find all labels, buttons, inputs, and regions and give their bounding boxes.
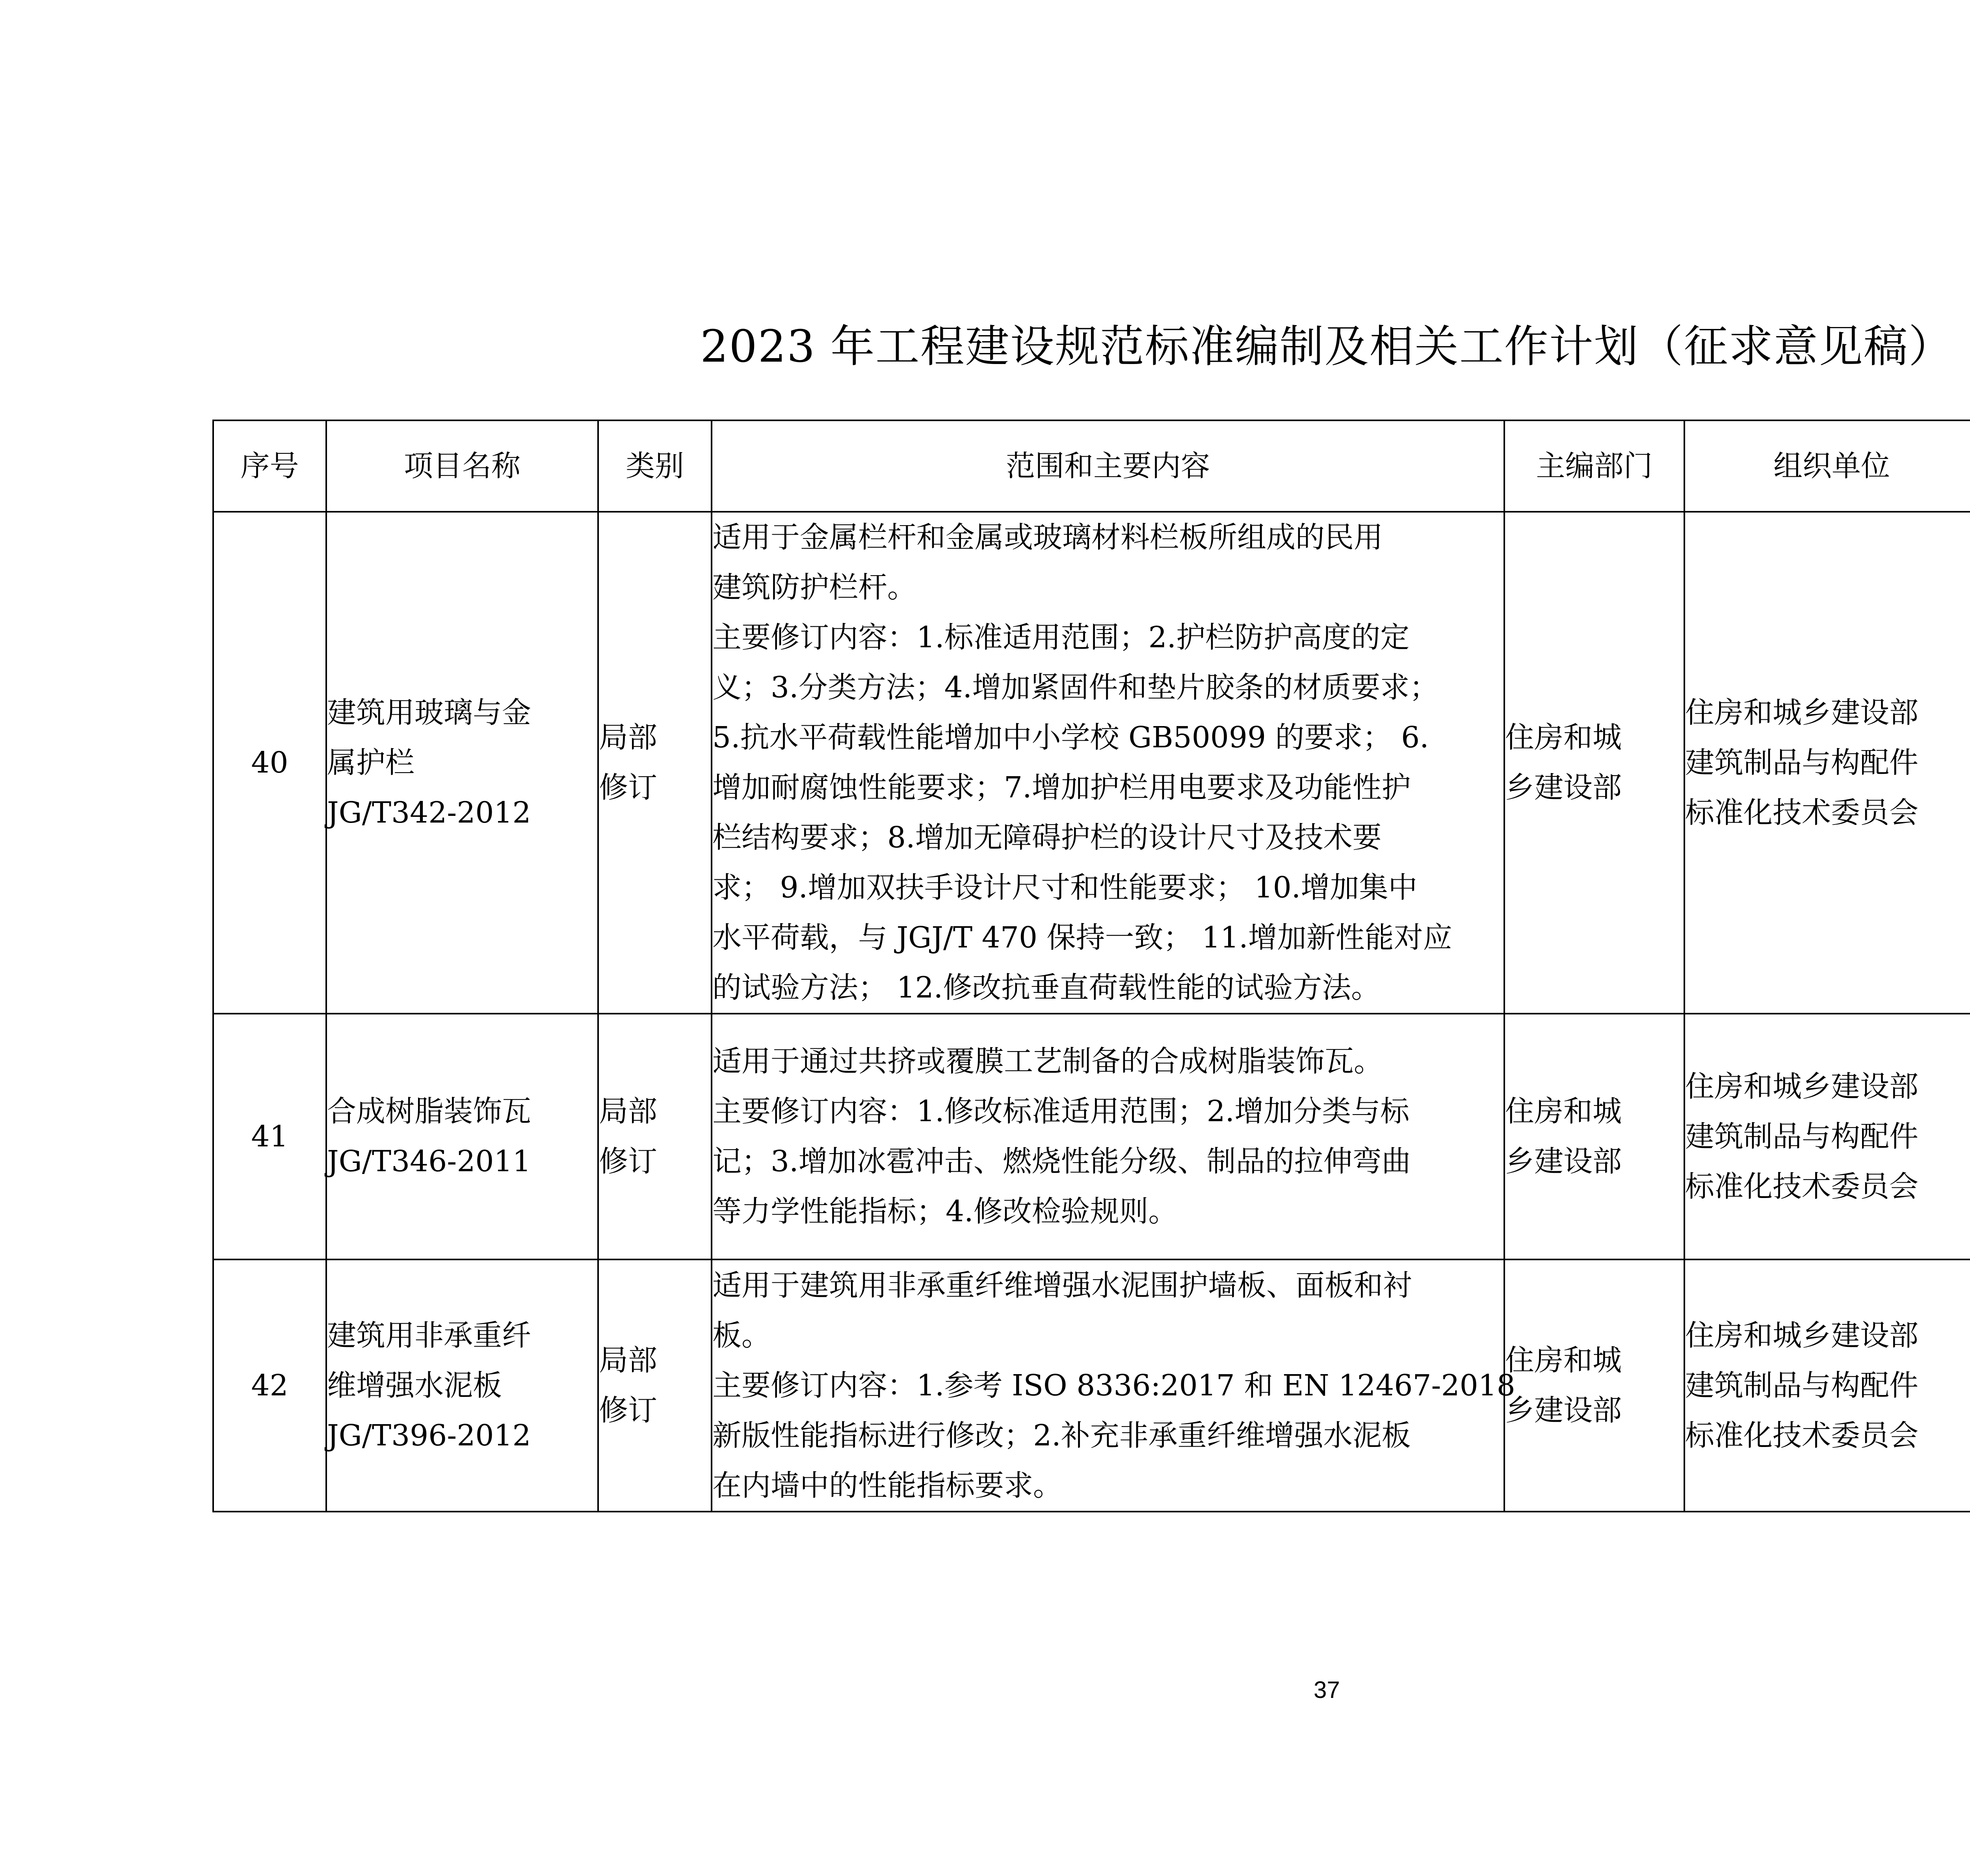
project-code: JG/T346-2011 [327, 1144, 531, 1178]
organizer-line: 标准化技术委员会 [1685, 1418, 1918, 1453]
project-name-line: 建筑用非承重纤 [327, 1318, 531, 1352]
chief-dept-line: 住房和城 [1505, 721, 1622, 754]
category [598, 1259, 712, 1512]
organizer-line: 建筑制品与构配件 [1685, 1119, 1918, 1153]
project-name-line: 建筑用玻璃与金 [327, 695, 531, 730]
header-scope: 范围和主要内容 [712, 420, 1504, 512]
organizer-line: 住房和城乡建设部 [1685, 695, 1918, 730]
chief-dept [1504, 1014, 1684, 1259]
chief-dept-line: 乡建设部 [1505, 771, 1622, 804]
organizer-line: 建筑制品与构配件 [1685, 1368, 1918, 1402]
scope-line: 5.抗水平荷载性能增加中小学校 GB50099 的要求； 6. [712, 721, 1429, 754]
scope-line: 增加耐腐蚀性能要求；7.增加护栏用电要求及功能性护 [712, 771, 1411, 804]
scope-line: 适用于建筑用非承重纤维增强水泥围护墙板、面板和衬 [712, 1268, 1412, 1302]
category [598, 1014, 712, 1259]
organizer-line: 住房和城乡建设部 [1685, 1318, 1918, 1352]
category-line: 修订 [599, 771, 657, 804]
scope-line: 义；3.分类方法；4.增加紧固件和垫片胶条的材质要求； [712, 671, 1439, 704]
row-number: 42 [213, 1259, 326, 1512]
chief-dept-line: 乡建设部 [1505, 1393, 1622, 1427]
table-row [213, 1259, 1970, 1512]
scope-line: 主要修订内容：1.标准适用范围；2.护栏防护高度的定 [712, 620, 1410, 654]
scope-line: 建筑防护栏杆。 [712, 570, 916, 604]
header-no: 序号 [213, 420, 326, 512]
table-row [213, 512, 1970, 1014]
scope-line: 栏结构要求；8.增加无障碍护栏的设计尺寸及技术要 [712, 821, 1382, 854]
scope-line: 适用于金属栏杆和金属或玻璃材料栏板所组成的民用 [712, 520, 1383, 554]
chief-dept [1504, 1259, 1684, 1512]
scope-line: 板。 [712, 1318, 771, 1352]
scope-content [712, 512, 1504, 1014]
organizer-line: 标准化技术委员会 [1685, 795, 1918, 830]
project-code: JG/T396-2012 [327, 1418, 531, 1453]
project-name [326, 512, 598, 1014]
organizer-line: 建筑制品与构配件 [1685, 745, 1918, 780]
header-chief-dept: 主编部门 [1504, 420, 1684, 512]
category-line: 修订 [599, 1144, 657, 1178]
page-title: 2023 年工程建设规范标准编制及相关工作计划（征求意见稿） [700, 321, 1953, 372]
scope-line: 求； 9.增加双扶手设计尺寸和性能要求； 10.增加集中 [712, 871, 1418, 905]
organizer [1684, 1014, 1970, 1259]
scope-line: 的试验方法； 12.修改抗垂直荷载性能的试验方法。 [712, 971, 1381, 1005]
category-line: 局部 [599, 1343, 657, 1377]
scope-content [712, 1014, 1504, 1259]
project-name-line: 合成树脂装饰瓦 [327, 1094, 531, 1128]
scope-line: 适用于通过共挤或覆膜工艺制备的合成树脂装饰瓦。 [712, 1044, 1383, 1078]
scope-line: 主要修订内容：1.参考 ISO 8336:2017 和 EN 12467-2018 [712, 1368, 1515, 1402]
table-header-row [213, 420, 1970, 512]
project-name-line: 属护栏 [327, 745, 414, 780]
header-category: 类别 [598, 420, 712, 512]
scope-line: 在内墙中的性能指标要求。 [712, 1468, 1062, 1503]
scope-line: 记；3.增加冰雹冲击、燃烧性能分级、制品的拉伸弯曲 [712, 1144, 1411, 1178]
header-organizer: 组织单位 [1684, 420, 1970, 512]
page-number: 37 [1314, 1677, 1340, 1703]
scope-line: 新版性能指标进行修改；2.补充非承重纤维增强水泥板 [712, 1418, 1411, 1453]
organizer-line: 住房和城乡建设部 [1685, 1069, 1918, 1103]
category-line: 局部 [599, 1094, 657, 1128]
organizer [1684, 1259, 1970, 1512]
chief-dept-line: 乡建设部 [1505, 1144, 1622, 1178]
project-name [326, 1014, 598, 1259]
header-project-name: 项目名称 [326, 420, 598, 512]
scope-content [712, 1259, 1515, 1512]
scope-line: 主要修订内容：1.修改标准适用范围；2.增加分类与标 [712, 1094, 1410, 1128]
chief-dept-line: 住房和城 [1505, 1094, 1622, 1128]
row-number: 40 [213, 512, 326, 1014]
row-number: 41 [213, 1014, 326, 1259]
category [598, 512, 712, 1014]
table-row [213, 1014, 1970, 1259]
scope-line: 水平荷载，与 JGJ/T 470 保持一致； 11.增加新性能对应 [712, 921, 1452, 955]
work-plan-table [212, 420, 1970, 1512]
chief-dept-line: 住房和城 [1505, 1343, 1622, 1377]
organizer-line: 标准化技术委员会 [1685, 1169, 1918, 1204]
chief-dept [1504, 512, 1684, 1014]
category-line: 修订 [599, 1393, 657, 1427]
project-name-line: 维增强水泥板 [327, 1368, 502, 1402]
project-name [326, 1259, 598, 1512]
category-line: 局部 [599, 721, 657, 754]
scope-line: 等力学性能指标；4.修改检验规则。 [712, 1194, 1178, 1228]
organizer [1684, 512, 1970, 1014]
project-code: JG/T342-2012 [327, 795, 531, 830]
